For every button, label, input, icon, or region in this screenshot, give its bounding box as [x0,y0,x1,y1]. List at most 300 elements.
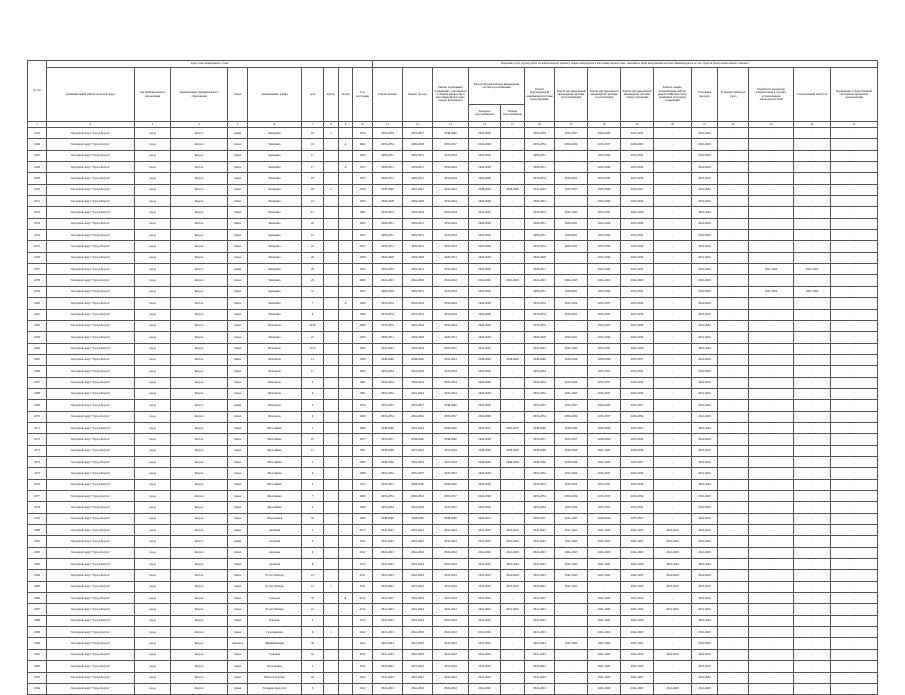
table-cell: 2032-2034 [588,218,621,229]
table-cell: - [654,388,692,399]
table-cell: 2041-2043 [588,672,621,683]
table-cell: - [794,456,831,467]
header-address-group: Адрес многоквартирного дома [47,61,373,68]
table-cell: - [831,570,878,581]
table-cell: 2032-2034 [621,252,654,263]
table-cell: Калуга [171,354,228,365]
table-cell: 2026-2031 [525,196,555,207]
table-cell: 2029-2031 [433,252,469,263]
table-cell [339,275,353,286]
table-cell: - [794,581,831,592]
table-cell: - [794,184,831,195]
table-cell: - [749,128,794,139]
table-cell: Шоссейная [248,422,302,433]
table-cell: 2032-2034 [588,162,621,173]
table-cell: 52 [302,649,324,660]
table-cell: 2038-2040 [588,400,621,411]
table-cell: Чичерина [248,128,302,139]
table-cell: 2041-2043 [692,536,718,547]
table-cell: - [794,241,831,252]
table-cell: 2032-2034 [525,502,555,513]
table-cell: 2041-2043 [403,422,433,433]
table-row [28,525,878,536]
table-cell: улица [228,683,248,694]
table-cell: - [501,593,525,604]
table-cell: 2280 [28,525,47,536]
table-cell: 2041-2043 [621,604,654,615]
table-cell: 2038-2040 [373,513,403,524]
column-number: 15 [501,122,525,128]
table-cell: - [794,252,831,263]
table-cell: 2026-2028 [469,411,501,422]
table-cell: 2035-2037 [588,309,621,320]
table-cell: 2035-2037 [403,468,433,479]
table-cell: Калуга [171,570,228,581]
table-cell: город [135,627,171,638]
table-cell: - [555,320,588,331]
table-cell: 2041-2043 [692,627,718,638]
table-cell: 2275 [28,468,47,479]
table-cell: 2041-2043 [525,184,555,195]
header-roof: Ремонт крыши [373,68,403,122]
table-cell: 2265 [28,354,47,365]
table-cell: 2032-2034 [433,207,469,218]
table-cell [324,547,339,558]
table-cell: 65 лет Победы [248,570,302,581]
column-number: 18 [588,122,621,128]
table-cell: 2038-2040 [373,354,403,365]
table-cell: 2029-2031 [403,264,433,275]
table-cell: 1960 [353,411,373,422]
table-cell [339,547,353,558]
table-cell [324,354,339,365]
column-number: 6 [248,122,302,128]
table-cell: - [654,162,692,173]
table-cell: город [135,536,171,547]
table-cell: улица [228,354,248,365]
table-cell: 2041-2043 [433,649,469,660]
table-cell: - [794,661,831,672]
table-cell: 2041-2043 [403,445,433,456]
table-cell: 2038-2040 [433,434,469,445]
table-cell: - [501,173,525,184]
table-cell: улица [228,513,248,524]
table-cell: - [831,298,878,309]
table-cell: 2026-2028 [469,173,501,184]
table-cell: 2041-2043 [621,536,654,547]
table-cell: 19 [302,196,324,207]
table-cell: 2035-2037 [433,502,469,513]
table-cell: 2249 [28,173,47,184]
table-cell: 2041-2043 [525,661,555,672]
table-cell: 2012 [353,649,373,660]
table-cell: улица [228,672,248,683]
table-cell: - [718,230,749,241]
table-cell: - [831,150,878,161]
table-cell: 2038-2040 [588,184,621,195]
table-cell: 2029-2031 [433,332,469,343]
table-cell: 2032-2034 [555,411,588,422]
table-cell [324,400,339,411]
table-cell: 2286 [28,593,47,604]
table-row [28,139,878,150]
table-cell: 2032-2034 [525,377,555,388]
table-cell: - [718,128,749,139]
table-cell: - [749,593,794,604]
table-cell: Калуга [171,434,228,445]
table-cell [324,661,339,672]
table-cell: 2032-2034 [525,388,555,399]
table-cell: - [501,139,525,150]
table-cell: город [135,366,171,377]
table-cell: - [718,332,749,343]
table-cell [339,320,353,331]
table-cell: Калуга [171,593,228,604]
table-cell: улица [228,298,248,309]
table-cell: 2038-2040 [525,422,555,433]
table-cell: - [718,502,749,513]
table-cell: город [135,150,171,161]
table-cell: 18 [302,184,324,195]
table-cell: - [718,264,749,275]
table-cell: 2041-2043 [373,525,403,536]
table-cell: - [749,275,794,286]
table-cell: 1 [324,627,339,638]
table-cell: 2012 [353,547,373,558]
header-row-no: № п/п [28,61,47,122]
table-cell: 2041-2043 [373,593,403,604]
table-row [28,627,878,638]
table-cell: 2041-2043 [433,661,469,672]
table-cell: - [794,196,831,207]
table-cell: Чичерина [248,241,302,252]
table-cell [324,502,339,513]
table-cell: - [831,513,878,524]
table-cell: 2035-2037 [555,128,588,139]
table-cell: 2041-2043 [588,649,621,660]
table-cell: - [831,241,878,252]
table-cell: улица [228,502,248,513]
table-cell: Калуга [171,400,228,411]
table-cell: 2026-2028 [469,377,501,388]
table-cell: Чичерина [248,207,302,218]
table-cell: 1959 [353,309,373,320]
header-design: Разработка проектной документации в случаях, установленных законодательством [749,68,794,122]
table-cell: улица [228,286,248,297]
table-cell: Калуга [171,366,228,377]
table-cell: - [654,593,692,604]
table-cell: - [794,593,831,604]
table-cell: - [749,570,794,581]
table-cell: 1976 [353,128,373,139]
table-cell: Калуга [171,445,228,456]
table-cell: 2041-2043 [692,128,718,139]
table-cell: - [555,627,588,638]
table-cell: - [794,128,831,139]
table-cell: 2026-2028 [469,502,501,513]
table-cell: - [718,581,749,592]
table-cell [324,445,339,456]
table-cell: город [135,593,171,604]
table-cell: Городской округ "Город Калуга" [47,128,135,139]
table-cell: 2291 [28,649,47,660]
table-cell: город [135,298,171,309]
table-cell: 2032-2034 [555,298,588,309]
table-cell: - [501,128,525,139]
table-cell [324,559,339,570]
table-cell: - [831,309,878,320]
table-cell: - [794,150,831,161]
table-cell [339,411,353,422]
table-cell: 2259 [28,286,47,297]
table-cell: 2041-2043 [433,593,469,604]
table-cell: 5 [302,661,324,672]
table-cell: Калуга [171,468,228,479]
table-cell: 2032-2034 [621,320,654,331]
table-row [28,536,878,547]
table-cell: - [831,672,878,683]
table-cell: 2035-2037 [555,434,588,445]
table-cell: - [794,502,831,513]
table-cell: - [749,525,794,536]
header-electric: Ремонт внутридомовой инженерной системы электроснабжения [621,68,654,122]
table-row [28,479,878,490]
table-cell [324,434,339,445]
header-insulation: Утепление фасадов [692,68,718,122]
table-cell: 2032-2034 [373,207,403,218]
table-cell: 2035-2037 [433,491,469,502]
table-cell: - [749,332,794,343]
table-row [28,320,878,331]
table-cell: 21 [302,570,324,581]
table-cell: 2032-2034 [373,139,403,150]
table-cell: - [718,627,749,638]
table-cell: 2293 [28,672,47,683]
table-cell: 2041-2043 [555,513,588,524]
table-row [28,286,878,297]
table-row [28,343,878,354]
table-cell: 2041-2043 [469,570,501,581]
table-cell: улица [228,320,248,331]
table-cell: - [794,139,831,150]
table-cell: 2035-2037 [588,320,621,331]
table-cell: 2032-2034 [433,298,469,309]
table-cell: Калуга [171,456,228,467]
table-cell: 2029-2031 [403,286,433,297]
table-cell: 2041-2043 [621,547,654,558]
table-cell: - [749,627,794,638]
table-cell: Городской округ "Город Калуга" [47,502,135,513]
table-cell: город [135,468,171,479]
table-cell: Чичерина [248,196,302,207]
table-cell: 2041-2043 [692,230,718,241]
table-cell: Городской округ "Город Калуга" [47,400,135,411]
table-cell [324,343,339,354]
table-cell: 2041-2043 [373,649,403,660]
column-number: 11 [373,122,403,128]
table-cell [324,230,339,241]
table-cell: 2035-2037 [588,139,621,150]
table-cell: Калуга [171,547,228,558]
table-cell: 2021-2022 [749,264,794,275]
table-cell: улица [228,604,248,615]
table-cell: 2026-2028 [469,434,501,445]
table-cell: 25 [302,332,324,343]
table-cell: 6 [302,683,324,694]
table-cell [339,638,353,649]
table-cell: 2038-2040 [403,434,433,445]
table-cell: Калуга [171,536,228,547]
table-cell: Городской округ "Город Калуга" [47,207,135,218]
table-cell: 17 [302,366,324,377]
table-cell: улица [228,173,248,184]
table-cell: - [654,661,692,672]
table-cell [324,388,339,399]
table-cell: Калуга [171,422,228,433]
table-cell: 2035-2037 [621,184,654,195]
table-cell: - [555,672,588,683]
table-cell: 2038-2040 [403,479,433,490]
table-cell: 2260 [28,298,47,309]
table-cell: город [135,513,171,524]
table-cell: 1968 [353,468,373,479]
table-cell: 9 [302,502,324,513]
table-cell: Калуга [171,604,228,615]
table-cell: 2026-2028 [469,196,501,207]
table-cell: 2041-2043 [588,638,621,649]
table-cell: Калуга [171,525,228,536]
table-cell: - [501,502,525,513]
table-cell: Калуга [171,139,228,150]
table-cell: 1968 [353,320,373,331]
table-cell: 2032-2034 [555,502,588,513]
table-cell: 2035-2037 [433,411,469,422]
table-cell: улица [228,468,248,479]
table-row [28,230,878,241]
table-cell: - [749,207,794,218]
table-cell: Чичерина [248,286,302,297]
table-cell: - [654,400,692,411]
table-cell: 2041-2043 [588,547,621,558]
table-cell: улица [228,491,248,502]
table-cell: - [654,366,692,377]
table-cell: 2041-2043 [373,627,403,638]
table-cell: 2038-2040 [501,184,525,195]
table-cell: 2041-2043 [501,559,525,570]
table-cell [324,320,339,331]
table-cell: Городской округ "Город Калуга" [47,547,135,558]
table-cell: Калуга [171,672,228,683]
table-cell: Шахтеров [248,400,302,411]
table-cell: 2032-2034 [433,150,469,161]
header-settlement-name: наименование муниципального образования [171,68,228,122]
table-cell: - [501,230,525,241]
column-number: 9 [339,122,353,128]
table-cell [339,627,353,638]
table-cell: 2268 [28,388,47,399]
table-cell: - [588,581,621,592]
table-cell: 2032-2034 [555,468,588,479]
table-cell: - [718,604,749,615]
table-cell: 2035-2037 [469,422,501,433]
table-cell: 2032-2034 [621,298,654,309]
table-cell: 2041-2043 [621,615,654,626]
table-row [28,332,878,343]
table-cell: Тульская [248,649,302,660]
table-cell: 2026-2028 [469,241,501,252]
table-cell: Азовская [248,536,302,547]
table-cell: 2284 [28,570,47,581]
table-cell: - [831,559,878,570]
table-cell: 2041-2043 [621,207,654,218]
table-row [28,661,878,672]
table-row [28,491,878,502]
table-cell: 2038-2040 [469,354,501,365]
table-cell: 1953 [353,230,373,241]
table-cell: Городской округ "Город Калуга" [47,275,135,286]
table-cell: 2029-2031 [403,218,433,229]
table-cell: - [749,184,794,195]
table-cell: - [794,320,831,331]
table-cell: Суворова [248,593,302,604]
table-cell: 13 [302,354,324,365]
table-cell: Городской округ "Город Калуга" [47,332,135,343]
table-cell: 2 [302,525,324,536]
table-cell: Шахтеров [248,366,302,377]
table-cell: 2032-2034 [403,309,433,320]
table-cell: 2032-2034 [433,377,469,388]
table-cell: 2041-2043 [373,672,403,683]
table-cell: - [794,627,831,638]
table-cell: 2035-2037 [373,400,403,411]
table-cell: 2026-2028 [469,264,501,275]
table-cell: город [135,184,171,195]
table-cell [339,230,353,241]
table-cell: улица [228,343,248,354]
table-cell: 2041-2043 [692,683,718,694]
table-row [28,615,878,626]
table-cell: Чичерина [248,184,302,195]
table-cell: - [718,298,749,309]
table-cell: - [794,683,831,694]
table-cell: - [749,196,794,207]
table-cell: 2026-2028 [469,150,501,161]
table-cell: - [794,332,831,343]
table-cell [339,604,353,615]
table-cell: 2041-2043 [692,320,718,331]
table-cell: 2032-2034 [621,218,654,229]
table-cell: 2038-2040 [433,513,469,524]
table-cell: 2038-2040 [433,479,469,490]
table-cell: 2032-2034 [525,309,555,320]
table-cell: - [794,559,831,570]
table-cell: 2038-2040 [501,445,525,456]
table-cell: 2032-2034 [433,320,469,331]
table-cell: Городской округ "Город Калуга" [47,422,135,433]
table-cell: 2041-2043 [525,536,555,547]
table-cell: 2041-2043 [525,343,555,354]
table-cell: 26 [302,252,324,263]
table-cell: - [831,139,878,150]
table-cell: город [135,456,171,467]
table-cell: Городской округ "Город Калуга" [47,627,135,638]
table-cell: 2041-2043 [621,593,654,604]
table-cell: улица [228,139,248,150]
table-cell: - [718,309,749,320]
table-cell: Калуга [171,615,228,626]
table-cell: - [555,162,588,173]
table-cell: 14/22 [302,320,324,331]
